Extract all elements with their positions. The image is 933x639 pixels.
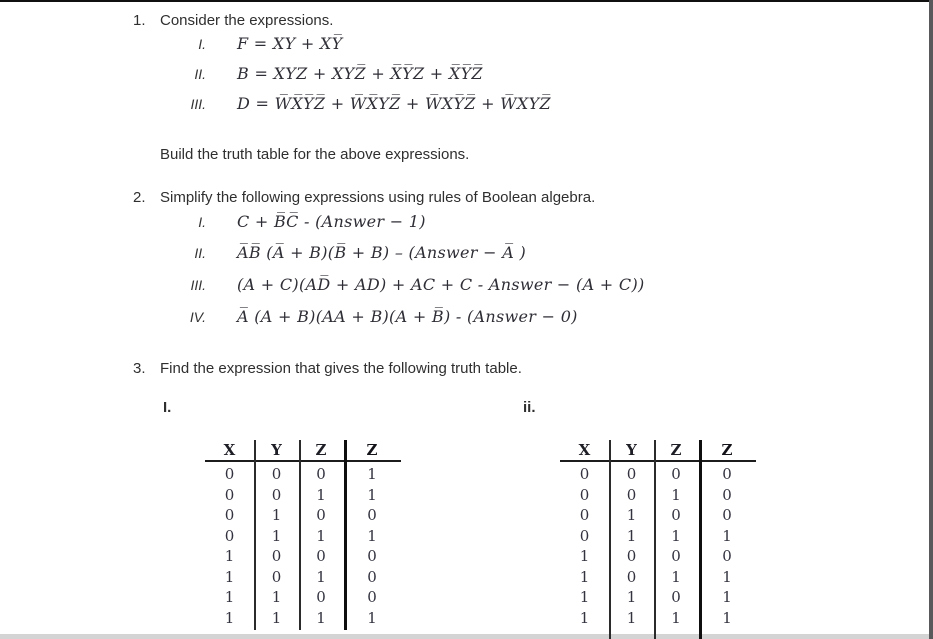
table-row xyxy=(205,464,401,485)
table-cell: 1 xyxy=(224,588,235,607)
table-cell: 0 xyxy=(626,485,637,504)
table-cell: 0 xyxy=(316,506,326,525)
q2-item-4-expression: A̅ (A + B)(AA + B)(A + B̅) - (Answer − 0) xyxy=(237,307,578,326)
column-divider xyxy=(299,440,301,630)
table-cell: 1 xyxy=(271,506,282,525)
table-cell: 1 xyxy=(722,608,732,627)
table-row xyxy=(205,567,401,588)
table-cell: 1 xyxy=(316,485,326,504)
table-cell: 1 xyxy=(316,567,326,586)
truth-table-1-body xyxy=(205,464,401,628)
table-cell: 0 xyxy=(271,567,282,586)
column-header: Z xyxy=(670,441,682,459)
table-row xyxy=(560,587,756,608)
table-cell: 1 xyxy=(579,547,590,566)
column-divider xyxy=(654,440,656,639)
table-cell: 0 xyxy=(579,465,590,484)
q2-item-1-label: I. xyxy=(198,214,206,230)
table-row xyxy=(205,608,401,629)
table-cell: 0 xyxy=(671,506,681,525)
q2-item-4 xyxy=(150,307,578,327)
table-cell: 0 xyxy=(367,588,377,607)
table-cell: 1 xyxy=(367,608,377,627)
table-row xyxy=(205,505,401,526)
table-cell: 0 xyxy=(271,547,282,566)
table-cell: 0 xyxy=(626,465,637,484)
table-row xyxy=(560,567,756,588)
q2-item-3-expression: (A + C)(AD̅ + AD) + AC + C - Answer − (A + C)) xyxy=(237,275,645,294)
table-row xyxy=(560,464,756,485)
q2-item-3-label: III. xyxy=(190,277,206,293)
column-header: Z xyxy=(366,441,378,459)
table-cell: 1 xyxy=(671,485,681,504)
truth-table-1-header-row xyxy=(205,440,401,460)
table-row xyxy=(560,608,756,629)
table-cell: 1 xyxy=(271,588,282,607)
table-row xyxy=(205,587,401,608)
table-row xyxy=(205,485,401,506)
q1-item-3-label: III. xyxy=(190,96,206,112)
table-cell: 1 xyxy=(671,567,681,586)
column-header: X xyxy=(578,441,591,459)
column-header: Y xyxy=(626,441,637,459)
q1-item-2-label: II. xyxy=(194,66,206,82)
column-divider xyxy=(254,440,256,630)
question-1-title: Consider the expressions. xyxy=(160,12,334,29)
q1-item-1 xyxy=(150,34,342,54)
q1-item-1-expression: F = XY + XY̅ xyxy=(237,34,343,53)
table-cell: 0 xyxy=(722,465,732,484)
question-1-heading xyxy=(133,12,333,29)
table-cell: 0 xyxy=(722,547,732,566)
q2-item-2-expression: A̅B̅ (A̅ + B)(B̅ + B) – (Answer − A̅ ) xyxy=(237,243,527,262)
q2-item-2 xyxy=(150,243,526,263)
table-cell: 1 xyxy=(316,608,326,627)
table-cell: 1 xyxy=(224,547,235,566)
table-cell: 1 xyxy=(626,526,637,545)
table-cell: 1 xyxy=(316,526,326,545)
table-row xyxy=(205,546,401,567)
table-cell: 0 xyxy=(722,506,732,525)
table-cell: 1 xyxy=(626,608,637,627)
table-cell: 1 xyxy=(579,567,590,586)
header-underline xyxy=(560,460,756,462)
q1-item-2-expression: B = XYZ + XYZ̅ + X̅Y̅Z + X̅Y̅Z̅ xyxy=(237,64,483,83)
table-cell: 0 xyxy=(579,526,590,545)
table-cell: 0 xyxy=(271,485,282,504)
table-cell: 0 xyxy=(367,547,377,566)
table-cell: 0 xyxy=(224,485,235,504)
table-row xyxy=(560,526,756,547)
q1-item-1-label: I. xyxy=(198,36,206,52)
q1-footer-text: Build the truth table for the above expressions. xyxy=(160,146,470,163)
q1-item-3-expression: D = W̅X̅Y̅Z̅ + W̅X̅YZ̅ + W̅XY̅Z̅ + W̅XYZ̅ xyxy=(237,94,551,113)
table-row xyxy=(205,526,401,547)
q2-item-2-label: II. xyxy=(194,245,206,261)
bottom-edge-strip xyxy=(0,634,933,639)
table-cell: 0 xyxy=(579,506,590,525)
table-cell: 0 xyxy=(626,567,637,586)
table-cell: 1 xyxy=(224,608,235,627)
question-1-number: 1. xyxy=(133,12,146,29)
truth-table-2-label: ii. xyxy=(523,399,536,416)
table-cell: 0 xyxy=(626,547,637,566)
table-cell: 0 xyxy=(671,547,681,566)
question-2-heading xyxy=(133,189,595,206)
question-2-title: Simplify the following expressions using rules of Boolean algebra. xyxy=(160,189,596,206)
table-row xyxy=(560,485,756,506)
question-3-number: 3. xyxy=(133,360,146,377)
table-cell: 0 xyxy=(224,506,235,525)
q2-item-1-expression: C + B̅C̅ - (Answer − 1) xyxy=(237,212,426,231)
output-column-divider xyxy=(699,440,702,639)
table-cell: 1 xyxy=(367,465,377,484)
table-cell: 0 xyxy=(671,588,681,607)
table-cell: 1 xyxy=(579,588,590,607)
table-cell: 1 xyxy=(224,567,235,586)
table-cell: 0 xyxy=(271,465,282,484)
table-cell: 1 xyxy=(722,567,732,586)
question-3-title: Find the expression that gives the following truth table. xyxy=(160,360,522,377)
truth-table-2 xyxy=(560,440,756,627)
question-2-number: 2. xyxy=(133,189,146,206)
column-divider xyxy=(609,440,611,639)
table-cell: 1 xyxy=(671,608,681,627)
top-border-line xyxy=(0,0,933,2)
q2-item-4-label: IV. xyxy=(189,309,206,325)
table-cell: 1 xyxy=(367,485,377,504)
q1-item-2 xyxy=(150,64,483,84)
column-header: Z xyxy=(721,441,733,459)
table-cell: 1 xyxy=(271,608,282,627)
table-cell: 0 xyxy=(316,465,326,484)
table-cell: 0 xyxy=(224,465,235,484)
q1-item-3 xyxy=(150,94,551,114)
truth-table-1 xyxy=(205,440,401,627)
table-cell: 0 xyxy=(224,526,235,545)
table-row xyxy=(560,505,756,526)
table-cell: 1 xyxy=(626,588,637,607)
question-3-heading xyxy=(133,360,522,377)
table-cell: 1 xyxy=(722,588,732,607)
table-cell: 1 xyxy=(626,506,637,525)
column-header: Z xyxy=(315,441,327,459)
table-cell: 1 xyxy=(671,526,681,545)
table-cell: 0 xyxy=(316,588,326,607)
table-cell: 0 xyxy=(671,465,681,484)
truth-table-2-header-row xyxy=(560,440,756,460)
table-cell: 1 xyxy=(271,526,282,545)
column-header: Y xyxy=(271,441,282,459)
column-header: X xyxy=(223,441,236,459)
table-cell: 1 xyxy=(367,526,377,545)
table-cell: 0 xyxy=(367,506,377,525)
q2-item-1 xyxy=(150,212,426,232)
table-cell: 0 xyxy=(316,547,326,566)
table-cell: 1 xyxy=(722,526,732,545)
table-cell: 0 xyxy=(579,485,590,504)
output-column-divider xyxy=(344,440,347,630)
table-cell: 0 xyxy=(367,567,377,586)
header-underline xyxy=(205,460,401,462)
truth-table-1-label: I. xyxy=(163,399,172,416)
table-cell: 0 xyxy=(722,485,732,504)
table-row xyxy=(560,546,756,567)
truth-table-2-body xyxy=(560,464,756,628)
q2-item-3 xyxy=(150,275,645,295)
table-cell: 1 xyxy=(579,608,590,627)
right-edge-strip xyxy=(929,0,933,639)
